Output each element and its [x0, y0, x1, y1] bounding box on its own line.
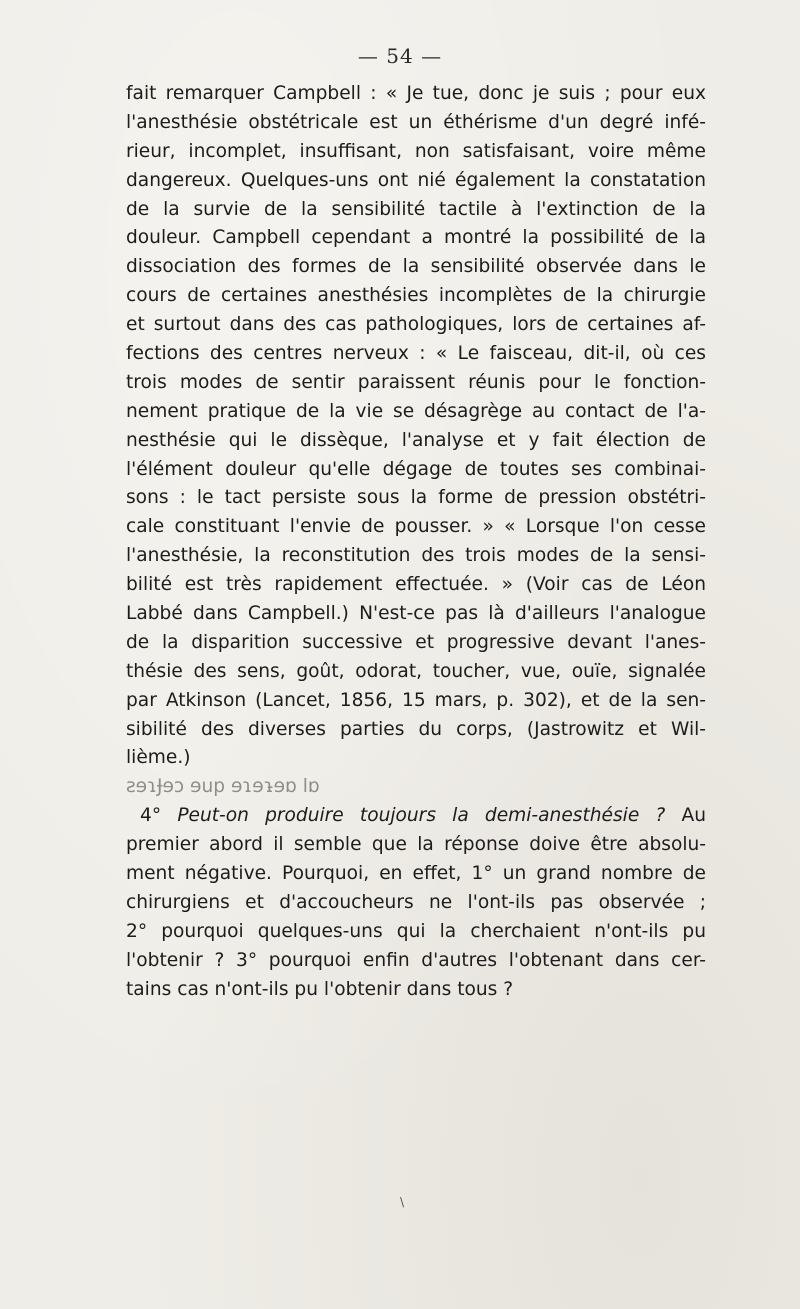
text-line: et surtout dans des cas pathologiques, lors de certaines af- — [126, 314, 706, 336]
text-line: cours de certaines anesthésies incomplètes de la chirurgie — [126, 285, 706, 307]
text-line: chirurgiens et d'accoucheurs ne l'ont-ils pas observée ; — [126, 891, 706, 913]
text-line: dangereux. Quelques-uns ont nié également la constatation — [126, 169, 706, 191]
question-line — [126, 802, 706, 831]
text-line: l'obtenir ? 3° pourquoi enfin d'autres l'obtenant dans cer- — [126, 949, 706, 971]
text-line: 2° pourquoi quelques-uns qui la cherchaient n'ont-ils pu — [126, 920, 706, 942]
question-text: Peut-on produire toujours la demi-anesthésie ? — [177, 805, 666, 827]
text-line: bilité est très rapidement effectuée. » (Voir cas de Léon — [126, 574, 706, 596]
text-line: l'anesthésie, la reconstitution des trois modes de la sensi- — [126, 545, 706, 567]
text-line: l'anesthésie obstétricale est un éthérisme d'un degré infé- — [126, 111, 706, 133]
page-number: — 54 — — [357, 44, 443, 68]
text-line: premier abord il semble que la réponse doive être absolu- — [126, 834, 706, 856]
text-line: sons : le tact persiste sous la forme de pression obstétri- — [126, 487, 706, 509]
text-line: rieur, incomplet, insuffisant, non satisfaisant, voire même — [126, 140, 706, 162]
text-line: par Atkinson (Lancet, 1856, 15 mars, p. 302), et de la sen- — [126, 689, 706, 711]
text-line: tains cas n'ont-ils pu l'obtenir dans tous ? — [126, 978, 514, 1000]
scan-mark: \ — [400, 1195, 405, 1209]
text-line: ment négative. Pourquoi, en effet, 1° un grand nombre de — [126, 863, 706, 885]
text-line: fections des centres nerveux : « Le faisceau, dit-il, où ces — [126, 343, 706, 365]
text-line: l'élément douleur qu'elle dégage de toutes ses combinai- — [126, 458, 706, 480]
show-through-text: ƨɘɿɈɘɔ ɘup ɘɿɘɿ̵ɘɒ lɒ — [126, 776, 320, 798]
text-line: trois modes de sentir paraissent réunis pour le fonction- — [126, 371, 706, 393]
text-line: dissociation des formes de la sensibilité observée dans le — [126, 256, 706, 278]
text-line: cale constituant l'envie de pousser. » « Lorsque l'on cesse — [126, 516, 706, 538]
question-number: 4° — [140, 805, 162, 827]
question-continuation: Au — [665, 805, 706, 827]
text-line: douleur. Campbell cependant a montré la possibilité de la — [126, 227, 706, 249]
text-line: de la disparition successive et progressive devant l'anes- — [126, 631, 706, 653]
text-line: sibilité des diverses parties du corps, (Jastrowitz et Wil- — [126, 718, 706, 740]
text-line: nesthésie qui le dissèque, l'analyse et y fait élection de — [126, 429, 706, 451]
body-text — [126, 80, 706, 1005]
text-line: de la survie de la sensibilité tactile à l'extinction de la — [126, 198, 706, 220]
text-line: Labbé dans Campbell.) N'est-ce pas là d'ailleurs l'analogue — [126, 603, 706, 625]
text-line: fait remarquer Campbell : « Je tue, donc je suis ; pour eux — [126, 83, 706, 104]
text-line: lième.) — [126, 747, 191, 769]
text-line: thésie des sens, goût, odorat, toucher, vue, ouïe, signalée — [126, 660, 706, 682]
text-line: nement pratique de la vie se désagrège au contact de l'a- — [126, 400, 706, 422]
